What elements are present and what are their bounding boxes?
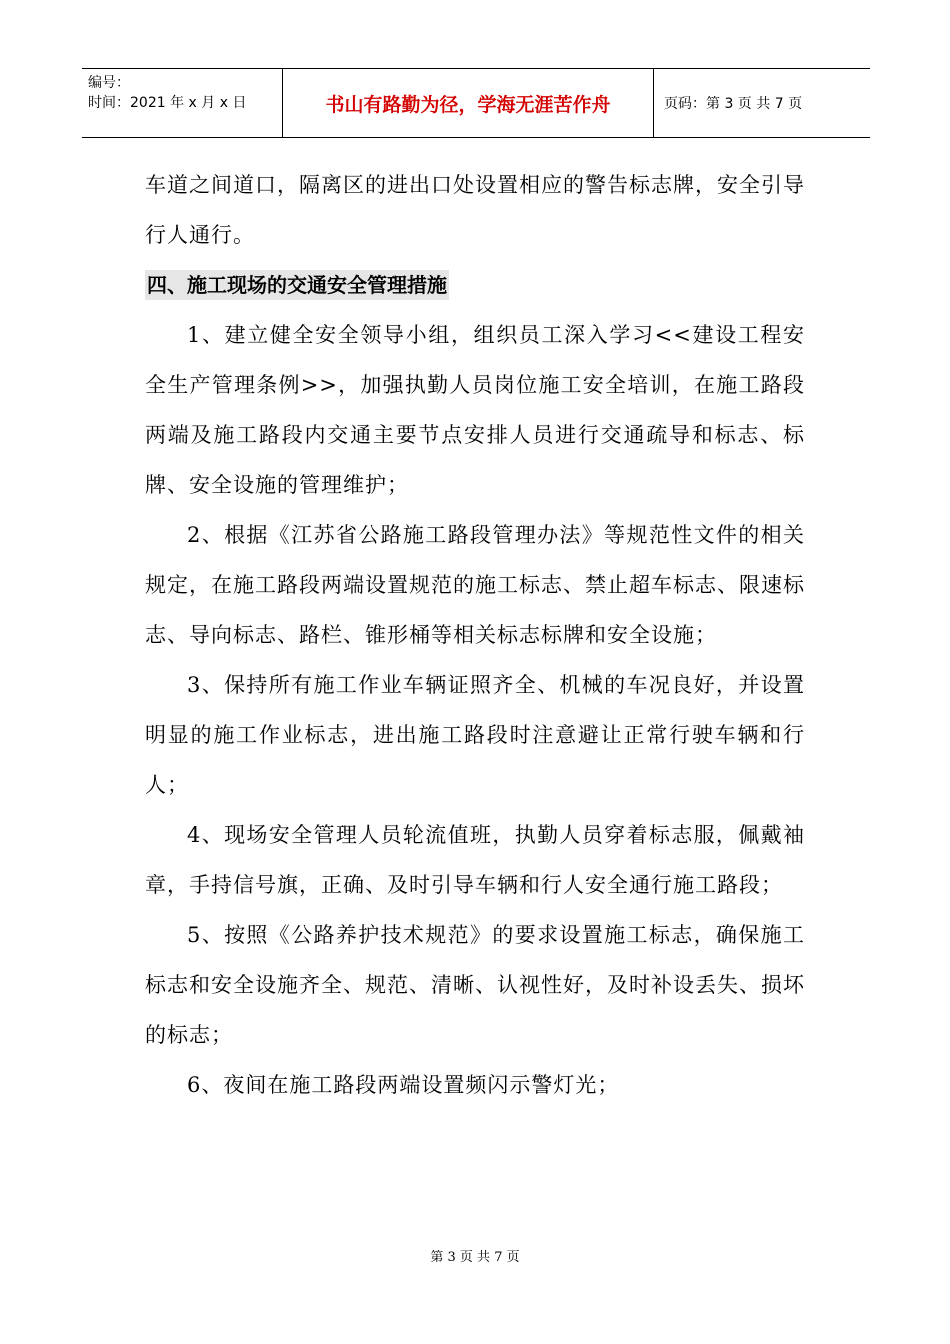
document-date: 时间：2021 年 x 月 x 日: [88, 95, 247, 111]
header-page-info: 页码：第 3 页 共 7 页: [664, 96, 803, 112]
list-item: 1、建立健全安全领导小组，组织员工深入学习<<建设工程安全生产管理条例>>，加强执勤人员岗位施工安全培训，在施工路段两端及施工路段内交通主要节点安排人员进行交通疏导和标志、标牌、安全设施的管理维护；: [145, 323, 805, 497]
document-number-label: 编号：: [88, 75, 130, 91]
list-item: 4、现场安全管理人员轮流值班，执勤人员穿着标志服，佩戴袖章，手持信号旗，正确、及时引导车辆和行人安全通行施工路段；: [145, 823, 805, 897]
page-footer: 第 3 页 共 7 页: [430, 1250, 520, 1265]
list-item: 3、保持所有施工作业车辆证照齐全、机械的车况良好，并设置明显的施工作业标志，进出施工路段时注意避让正常行驶车辆和行人；: [145, 673, 805, 797]
list-item: 5、按照《公路养护技术规范》的要求设置施工标志，确保施工标志和安全设施齐全、规范、清晰、认视性好，及时补设丢失、损坏的标志；: [145, 923, 805, 1047]
section-heading: 四、施工现场的交通安全管理措施: [145, 270, 449, 300]
section-heading-wrapper: [145, 260, 805, 310]
list-item: 6、夜间在施工路段两端设置频闪示警灯光；: [187, 1073, 620, 1097]
header-motto: 书山有路勤为径，学海无涯苦作舟: [282, 69, 654, 137]
intro-paragraph: 车道之间道口，隔离区的进出口处设置相应的警告标志牌，安全引导行人通行。: [145, 173, 805, 247]
header-meta: [82, 69, 282, 137]
page-header: [82, 68, 870, 138]
list-item: 2、根据《江苏省公路施工路段管理办法》等规范性文件的相关规定，在施工路段两端设置规范的施工标志、禁止超车标志、限速标志、导向标志、路栏、锥形桶等相关标志标牌和安全设施；: [145, 523, 805, 647]
document-body: [145, 160, 805, 1110]
